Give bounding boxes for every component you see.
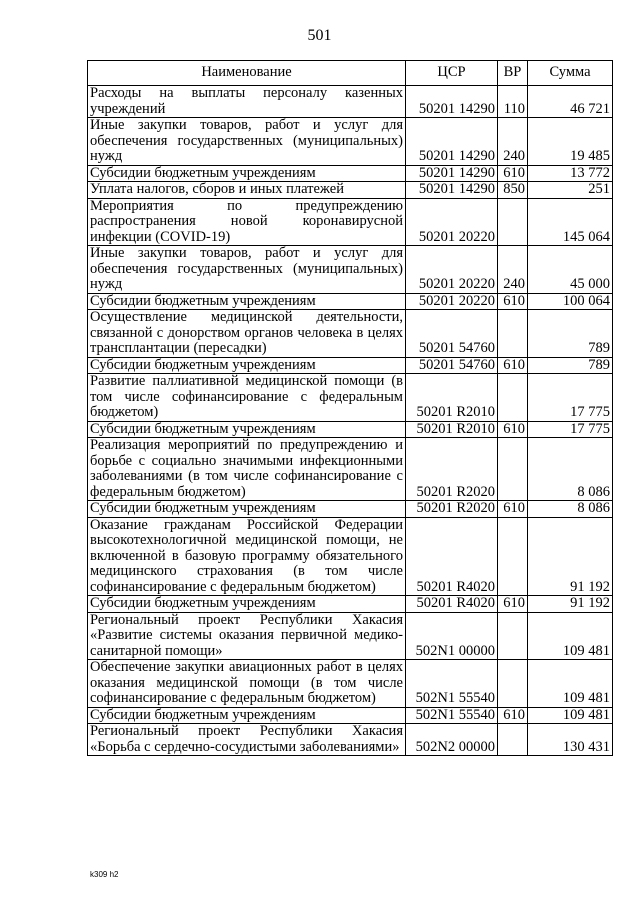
cell-csr: 50201 54760 <box>406 310 498 358</box>
cell-name: Субсидии бюджетным учреждениям <box>88 357 406 374</box>
table-row <box>88 421 613 438</box>
cell-sum: 145 064 <box>528 198 613 246</box>
cell-name: Уплата налогов, сборов и иных платежей <box>88 182 406 199</box>
table-row <box>88 86 613 118</box>
cell-name: Субсидии бюджетным учреждениям <box>88 165 406 182</box>
footer-code: k309 h2 <box>90 870 119 879</box>
cell-csr: 502N1 00000 <box>406 612 498 660</box>
cell-csr: 50201 R2010 <box>406 421 498 438</box>
cell-csr: 50201 54760 <box>406 357 498 374</box>
table-header-row <box>88 61 613 86</box>
header-vr: ВР <box>498 61 528 86</box>
cell-name: Субсидии бюджетным учреждениям <box>88 421 406 438</box>
budget-table <box>87 60 613 756</box>
cell-sum: 91 192 <box>528 596 613 613</box>
cell-vr: 610 <box>498 707 528 724</box>
table-row <box>88 501 613 518</box>
cell-csr: 50201 14290 <box>406 182 498 199</box>
header-sum: Сумма <box>528 61 613 86</box>
table-row <box>88 724 613 756</box>
cell-csr: 50201 20220 <box>406 198 498 246</box>
cell-vr: 610 <box>498 501 528 518</box>
cell-name: Региональный проект Республики Хакасия «Борьба с сердечно-сосудистыми заболеваниями» <box>88 724 406 756</box>
table-row <box>88 165 613 182</box>
table-row <box>88 612 613 660</box>
cell-vr: 610 <box>498 357 528 374</box>
cell-sum: 17 775 <box>528 421 613 438</box>
cell-name: Мероприятия по предупреждению распространения новой коронавирусной инфекции (COVID-19) <box>88 198 406 246</box>
cell-name: Обеспечение закупки авиационных работ в целях оказания медицинской помощи (в том числе софинансирование с федеральным бюджетом) <box>88 660 406 708</box>
cell-vr <box>498 438 528 501</box>
cell-vr <box>498 198 528 246</box>
cell-vr <box>498 517 528 596</box>
cell-sum: 8 086 <box>528 501 613 518</box>
cell-name: Субсидии бюджетным учреждениям <box>88 293 406 310</box>
table-row <box>88 293 613 310</box>
cell-sum: 45 000 <box>528 246 613 294</box>
cell-vr <box>498 310 528 358</box>
table-row <box>88 660 613 708</box>
cell-vr <box>498 660 528 708</box>
cell-csr: 50201 R4020 <box>406 596 498 613</box>
page-number: 501 <box>307 27 332 44</box>
table-body <box>88 86 613 756</box>
cell-name: Оказание гражданам Российской Федерации высокотехнологичной медицинской помощи, не включенной в базовую программу обязательного медицинского страхования (в том числе софинансирование с федеральным бюджетом) <box>88 517 406 596</box>
header-csr: ЦСР <box>406 61 498 86</box>
cell-sum: 46 721 <box>528 86 613 118</box>
table-row <box>88 182 613 199</box>
table-row <box>88 357 613 374</box>
cell-vr <box>498 724 528 756</box>
cell-vr: 110 <box>498 86 528 118</box>
cell-vr: 850 <box>498 182 528 199</box>
cell-sum: 13 772 <box>528 165 613 182</box>
cell-csr: 50201 14290 <box>406 86 498 118</box>
cell-name: Субсидии бюджетным учреждениям <box>88 707 406 724</box>
cell-sum: 91 192 <box>528 517 613 596</box>
cell-vr: 610 <box>498 293 528 310</box>
cell-sum: 789 <box>528 357 613 374</box>
cell-csr: 50201 R2010 <box>406 374 498 422</box>
cell-csr: 502N2 00000 <box>406 724 498 756</box>
cell-csr: 502N1 55540 <box>406 660 498 708</box>
cell-sum: 251 <box>528 182 613 199</box>
cell-name: Региональный проект Республики Хакасия «Развитие системы оказания первичной медико-санитарной помощи» <box>88 612 406 660</box>
table-row <box>88 310 613 358</box>
cell-vr <box>498 374 528 422</box>
cell-csr: 50201 R4020 <box>406 517 498 596</box>
table-row <box>88 438 613 501</box>
cell-vr: 610 <box>498 165 528 182</box>
cell-csr: 502N1 55540 <box>406 707 498 724</box>
cell-name: Осуществление медицинской деятельности, связанной с донорством органов человека в целях трансплантации (пересадки) <box>88 310 406 358</box>
cell-name: Иные закупки товаров, работ и услуг для обеспечения государственных (муниципальных) нужд <box>88 246 406 294</box>
cell-sum: 100 064 <box>528 293 613 310</box>
cell-csr: 50201 20220 <box>406 293 498 310</box>
header-name: Наименование <box>88 61 406 86</box>
table-row <box>88 374 613 422</box>
table-row <box>88 596 613 613</box>
cell-name: Расходы на выплаты персоналу казенных учреждений <box>88 86 406 118</box>
cell-name: Субсидии бюджетным учреждениям <box>88 596 406 613</box>
cell-sum: 109 481 <box>528 660 613 708</box>
cell-name: Реализация мероприятий по предупреждению и борьбе с социально значимыми инфекционными заболеваниями (в том числе софинансирование с федеральным бюджетом) <box>88 438 406 501</box>
cell-sum: 19 485 <box>528 118 613 166</box>
cell-name: Субсидии бюджетным учреждениям <box>88 501 406 518</box>
table-row <box>88 707 613 724</box>
cell-name: Иные закупки товаров, работ и услуг для обеспечения государственных (муниципальных) нужд <box>88 118 406 166</box>
cell-sum: 8 086 <box>528 438 613 501</box>
cell-vr: 240 <box>498 246 528 294</box>
cell-csr: 50201 R2020 <box>406 438 498 501</box>
cell-sum: 109 481 <box>528 707 613 724</box>
cell-csr: 50201 20220 <box>406 246 498 294</box>
cell-sum: 109 481 <box>528 612 613 660</box>
cell-name: Развитие паллиативной медицинской помощи (в том числе софинансирование с федеральным бюджетом) <box>88 374 406 422</box>
cell-csr: 50201 14290 <box>406 118 498 166</box>
cell-csr: 50201 14290 <box>406 165 498 182</box>
table-row <box>88 118 613 166</box>
cell-vr: 240 <box>498 118 528 166</box>
cell-vr: 610 <box>498 421 528 438</box>
cell-vr <box>498 612 528 660</box>
cell-sum: 130 431 <box>528 724 613 756</box>
cell-vr: 610 <box>498 596 528 613</box>
cell-csr: 50201 R2020 <box>406 501 498 518</box>
cell-sum: 789 <box>528 310 613 358</box>
table-row <box>88 517 613 596</box>
table-row <box>88 198 613 246</box>
table-row <box>88 246 613 294</box>
cell-sum: 17 775 <box>528 374 613 422</box>
